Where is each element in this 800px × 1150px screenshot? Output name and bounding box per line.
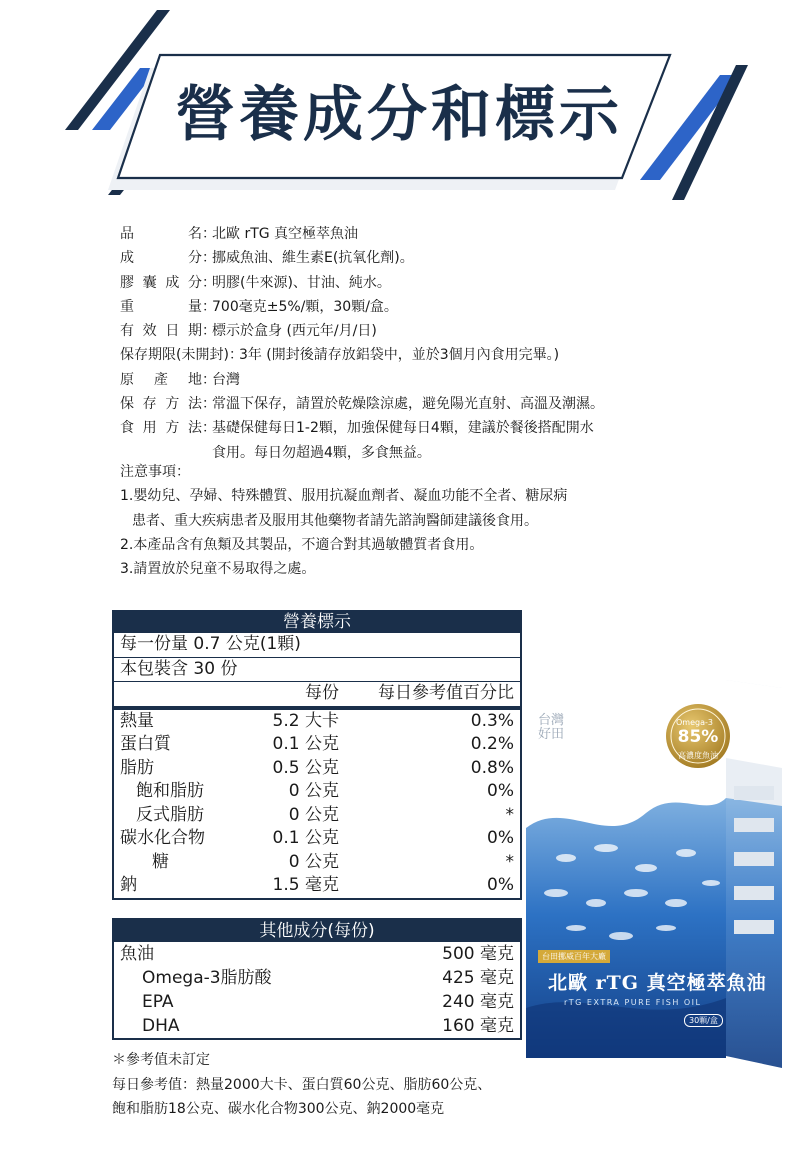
- nutrient-amount: 0 公克: [288, 804, 339, 825]
- info-value: 常溫下保存，請置於乾燥陰涼處，避免陽光直射、高溫及潮濕。: [212, 396, 604, 413]
- info-label: 品名: [120, 226, 202, 242]
- nutrient-name: 糖: [152, 851, 169, 872]
- servings-per-package: 本包裝含 30 份: [114, 657, 520, 682]
- info-row-weight: 重量 ： 700毫克±5%/顆，30顆/盒。: [120, 295, 680, 319]
- info-value: 基礎保健每日1-2顆，加強保健每日4顆，建議於餐後搭配開水: [212, 420, 594, 437]
- info-value: 挪威魚油、維生素E(抗氧化劑)。: [212, 250, 414, 267]
- info-value: 3年 (開封後請存放鋁袋中，並於3個月內食用完畢。): [238, 347, 560, 364]
- info-value: 700毫克±5%/顆，30顆/盒。: [212, 298, 398, 315]
- info-label: 保存方法: [120, 396, 202, 413]
- precaution-item: 1.嬰幼兒、孕婦、特殊體質、服用抗凝血劑者、凝血功能不全者、糖尿病: [120, 488, 568, 505]
- info-row-origin: 原產地 ： 台灣: [120, 368, 680, 392]
- info-label: 有效日期: [120, 323, 202, 340]
- precaution-item-cont: 患者、重大疾病患者及服用其他藥物者請先諮詢醫師建議後食用。: [132, 512, 538, 529]
- column-headers: [114, 681, 520, 706]
- nutrition-title: 營養標示: [114, 612, 520, 633]
- nutrient-amount: 5.2 大卡: [272, 710, 339, 731]
- nutrient-daily-value: *: [505, 804, 514, 825]
- info-value: 明膠(牛來源)、甘油、純水。: [212, 274, 391, 291]
- box-count: 30顆/盒: [684, 1014, 723, 1027]
- nutrient-daily-value: 0.3%: [470, 710, 514, 731]
- info-value: 台灣: [212, 371, 240, 388]
- header-banner: [0, 0, 800, 200]
- info-label: 原產地: [120, 371, 202, 388]
- product-info: [120, 222, 680, 465]
- seal-percent: 85%: [677, 727, 719, 747]
- info-row-ingredients: 成分 ： 挪威魚油、維生素E(抗氧化劑)。: [120, 246, 680, 270]
- nutrition-row: [114, 757, 520, 781]
- nutrient-daily-value: 0%: [487, 875, 514, 895]
- serving-size: 每一份量 0.7 公克(1顆): [120, 634, 301, 654]
- box-product-name: 北歐 rTG 真空極萃魚油: [548, 972, 767, 994]
- info-row-name: 品名 ： 北歐 rTG 真空極萃魚油: [120, 222, 680, 246]
- box-tag: 台田挪威百年大廠: [538, 950, 610, 963]
- nutrient-name: 蛋白質: [120, 734, 171, 754]
- nutrient-daily-value: 0%: [487, 828, 514, 848]
- product-box-image: [526, 678, 786, 1070]
- ingredient-amount: 160 毫克: [442, 1016, 514, 1036]
- nutrition-row: [114, 874, 520, 898]
- nutrition-row: [114, 706, 520, 734]
- other-row: [114, 1014, 520, 1038]
- nutrient-name: 熱量: [120, 710, 154, 731]
- other-rows: [114, 942, 520, 1038]
- seal-omega: Omega-3: [676, 718, 713, 727]
- nutrient-amount: 0 公克: [288, 781, 339, 801]
- nutrition-row: [114, 804, 520, 828]
- precaution-item: 2.本產品含有魚類及其製品，不適合對其過敏體質者食用。: [120, 536, 484, 553]
- nutrient-daily-value: 0.8%: [470, 757, 514, 778]
- nutrient-name: 鈉: [120, 875, 137, 895]
- info-row-capsule: 膠囊成分 ： 明膠(牛來源)、甘油、純水。: [120, 271, 680, 295]
- nutrient-name: 碳水化合物: [120, 828, 205, 848]
- info-label: 保存期限(未開封): [120, 347, 229, 364]
- nutrition-row: [114, 780, 520, 804]
- nutrient-daily-value: 0%: [487, 781, 514, 801]
- page-title: 營養成分和標示: [175, 80, 623, 150]
- nutrient-amount: 0 公克: [288, 851, 339, 872]
- info-label: 膠囊成分: [120, 274, 202, 291]
- nutrient-amount: 0.5 公克: [272, 757, 339, 778]
- nutrition-row: [114, 851, 520, 875]
- nutrition-row: [114, 827, 520, 851]
- info-value: 北歐 rTG 真空極萃魚油: [212, 226, 359, 242]
- footnote-line: 飽和脂肪18公克、碳水化合物300公克、鈉2000毫克: [112, 1101, 445, 1117]
- info-row-expiry: 有效日期 ： 標示於盒身 (西元年/月/日): [120, 319, 680, 343]
- ingredient-name: DHA: [142, 1016, 180, 1036]
- ingredient-name: 魚油: [120, 944, 154, 964]
- info-row-usage: 食用方法 ： 基礎保健每日1-2顆，加強保健每日4顆，建議於餐後搭配開水: [120, 416, 680, 440]
- footnote-star: ＊參考值未訂定: [112, 1052, 210, 1068]
- other-row: [114, 942, 520, 966]
- nutrient-name: 反式脂肪: [136, 804, 204, 825]
- nutrient-name: 脂肪: [120, 757, 154, 778]
- nutrient-amount: 0.1 公克: [272, 828, 339, 848]
- other-row: [114, 990, 520, 1014]
- other-row: [114, 966, 520, 990]
- nutrient-daily-value: *: [505, 851, 514, 872]
- box-brand-logo: 台灣 好田: [538, 713, 565, 742]
- footnote-line: 每日參考值：熱量2000大卡、蛋白質60公克、脂肪60公克、: [112, 1076, 492, 1093]
- product-box-art: [526, 678, 786, 1070]
- ingredient-amount: 240 毫克: [442, 992, 514, 1012]
- nutrition-table: [112, 610, 522, 900]
- info-row-shelf-life: 保存期限(未開封) ： 3年 (開封後請存放鋁袋中，並於3個月內食用完畢。): [120, 343, 680, 367]
- nutrient-daily-value: 0.2%: [470, 734, 514, 754]
- nutrient-amount: 0.1 公克: [272, 734, 339, 754]
- col-daily-value: 每日參考值百分比: [378, 683, 514, 703]
- ingredient-name: Omega-3脂肪酸: [142, 968, 272, 988]
- precaution-item: 3.請置放於兒童不易取得之處。: [120, 561, 316, 578]
- info-value: 標示於盒身 (西元年/月/日): [212, 323, 377, 340]
- precautions-heading: 注意事項：: [120, 464, 190, 480]
- info-label: 重量: [120, 298, 202, 315]
- info-label: 食用方法: [120, 420, 202, 437]
- ingredient-name: EPA: [142, 992, 174, 1012]
- box-subtitle: rTG EXTRA PURE FISH OIL: [564, 998, 702, 1007]
- nutrition-rows: [114, 706, 520, 898]
- seal-label: 高濃度魚油: [678, 751, 718, 760]
- info-usage-continued: 食用。每日勿超過4顆，多食無益。: [212, 444, 431, 461]
- other-ingredients-table: [112, 918, 522, 1040]
- info-label: 成分: [120, 250, 202, 267]
- col-per-serving: 每份: [305, 683, 339, 703]
- nutrient-name: 飽和脂肪: [136, 781, 204, 801]
- info-row-storage: 保存方法 ： 常溫下保存，請置於乾燥陰涼處，避免陽光直射、高溫及潮濕。: [120, 392, 680, 416]
- nutrition-row: [114, 733, 520, 757]
- ingredient-amount: 500 毫克: [442, 944, 514, 964]
- precautions: [120, 460, 680, 581]
- nutrient-amount: 1.5 毫克: [272, 875, 339, 895]
- other-title: 其他成分(每份): [114, 920, 520, 942]
- ingredient-amount: 425 毫克: [442, 968, 514, 988]
